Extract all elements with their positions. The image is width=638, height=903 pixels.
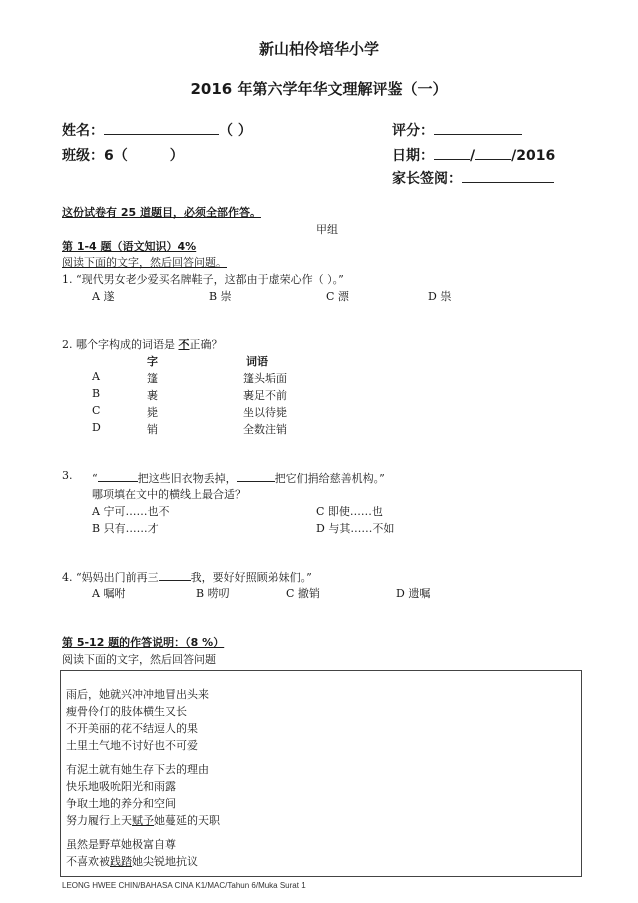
q1-option-a: A 遂 — [92, 290, 115, 303]
q3-option-a: A 宁可……也不 — [92, 505, 170, 518]
name-paren: （ ） — [219, 123, 252, 139]
date-year: /2016 — [511, 148, 556, 164]
q2-row-a-word: 篷头垢面 — [243, 372, 287, 385]
parent-blank — [462, 170, 554, 183]
poem-line: 土里土气地不讨好也不可爱 — [66, 739, 198, 752]
q3-num: 3. — [62, 469, 73, 482]
poem-line: 不开美丽的花不结逗人的果 — [66, 722, 198, 735]
date-blank-day — [434, 147, 470, 160]
instructions: 这份试卷有 25 道题目，必须全部作答。 — [62, 206, 261, 219]
class-line — [62, 145, 184, 165]
section2-heading: 第 5-12 题的作答说明：（8 %） — [62, 636, 225, 649]
q2-row-a-letter: A — [92, 370, 100, 383]
q3-option-c: C 即使……也 — [316, 505, 383, 518]
q2-row-c-char: 毙 — [147, 406, 158, 419]
date-line — [392, 145, 555, 165]
q1-option-c: C 漂 — [326, 290, 349, 303]
section1-sub: 阅读下面的文字，然后回答问题。 — [62, 256, 227, 269]
poem-text: 努力履行上天 — [66, 814, 132, 827]
q2-col-char: 字 — [147, 355, 158, 368]
name-blank — [104, 122, 219, 135]
poem-line: 快乐地吸吮阳光和雨露 — [66, 780, 176, 793]
parent-label: 家长签阅： — [392, 171, 462, 187]
q4-stem — [62, 568, 312, 585]
poem-line: 雨后，她就兴冲冲地冒出头来 — [66, 688, 209, 701]
name-line — [62, 120, 252, 140]
q4-option-a: A 嘱咐 — [92, 587, 126, 600]
date-label: 日期： — [392, 148, 434, 164]
school-name: 新山柏伶培华小学 — [258, 40, 379, 58]
poem-line: 争取土地的养分和空间 — [66, 797, 176, 810]
q4-stem-b: 我，要好好照顾弟妹们。” — [190, 571, 312, 584]
parent-line — [392, 168, 554, 188]
q2-stem — [62, 336, 223, 352]
group-label: 甲组 — [316, 223, 338, 236]
q2-row-a-char: 篷 — [147, 372, 158, 385]
q4-option-c: C 撤销 — [286, 587, 320, 600]
q3-blank-2 — [237, 469, 275, 482]
poem-underlined-word: 赋予 — [132, 814, 154, 827]
score-line — [392, 120, 522, 140]
q2-row-d-letter: D — [92, 421, 101, 434]
q2-stem-b: 正确？ — [189, 338, 223, 351]
section2-sub: 阅读下面的文字，然后回答问题 — [62, 653, 216, 666]
poem-line — [66, 812, 220, 828]
q4-option-d: D 遗嘱 — [396, 587, 431, 600]
q2-row-c-letter: C — [92, 404, 101, 417]
poem-line — [66, 853, 198, 869]
q1-option-d: D 祟 — [428, 290, 452, 303]
q2-col-word: 词语 — [246, 355, 268, 368]
date-blank-month — [475, 147, 511, 160]
poem-text: 不喜欢被 — [66, 855, 110, 868]
q3-blank-1 — [98, 469, 138, 482]
class-close: ） — [169, 148, 184, 164]
page-footer: LEONG HWEE CHIN/BAHASA CINA K1/MAC/Tahun 6/Muka Surat 1 — [62, 881, 306, 890]
q2-row-d-char: 销 — [147, 423, 158, 436]
q3-ask: 哪项填在文中的横线上最合适？ — [92, 488, 246, 501]
q3-option-b: B 只有……才 — [92, 522, 159, 535]
poem-underlined-word: 践踏 — [110, 855, 132, 868]
score-label: 评分： — [392, 123, 434, 139]
q2-stem-not: 不 — [178, 338, 190, 351]
q3-stem — [92, 469, 385, 486]
q3-stem-b: 把这些旧衣物丢掉， — [137, 472, 237, 485]
q2-row-b-letter: B — [92, 387, 101, 400]
poem-line: 有泥土就有她生存下去的理由 — [66, 763, 209, 776]
q3-stem-a: “ — [92, 472, 98, 485]
q4-blank — [159, 568, 191, 581]
q2-row-b-char: 裹 — [147, 389, 158, 402]
q1-stem: 1. “现代男女老少爱买名牌鞋子，这都由于虚荣心作（ ）。” — [62, 273, 344, 286]
poem-line: 虽然是野草她极富自尊 — [66, 838, 176, 851]
q2-row-c-word: 坐以待毙 — [243, 406, 287, 419]
class-label: 班级：6（ — [62, 148, 128, 164]
q4-stem-a: 4. “妈妈出门前再三 — [62, 571, 159, 584]
name-label: 姓名： — [62, 123, 104, 139]
q3-stem-c: 把它们捐给慈善机构。” — [274, 472, 385, 485]
exam-title: 2016 年第六学年华文理解评鉴（一） — [190, 80, 448, 98]
q1-option-b: B 崇 — [209, 290, 232, 303]
q2-stem-a: 2. 哪个字构成的词语是 — [62, 338, 179, 351]
score-blank — [434, 122, 522, 135]
q4-option-b: B 唠叨 — [196, 587, 230, 600]
poem-text: 她尖锐地抗议 — [132, 855, 198, 868]
poem-line: 瘦骨伶仃的肢体横生又长 — [66, 705, 187, 718]
poem-text: 她蔓延的天职 — [154, 814, 220, 827]
date-sep: / — [470, 148, 476, 164]
section1-heading: 第 1-4 题（语文知识）4% — [62, 240, 197, 253]
q2-row-b-word: 裹足不前 — [243, 389, 287, 402]
q3-option-d: D 与其……不如 — [316, 522, 395, 535]
q2-row-d-word: 全数注销 — [243, 423, 287, 436]
